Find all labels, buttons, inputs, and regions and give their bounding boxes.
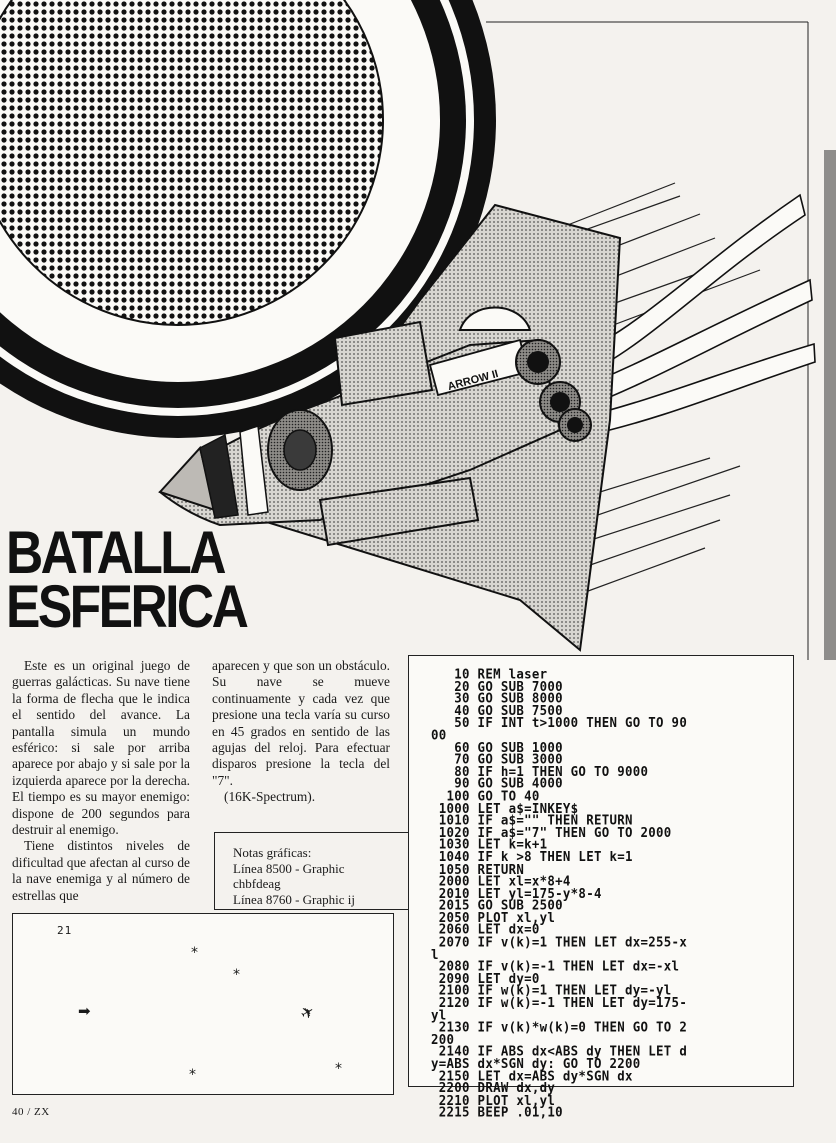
listing-line: 1020 IF a$="7" THEN GO TO 2000	[431, 824, 672, 840]
paragraph: (16K-Spectrum).	[224, 789, 316, 805]
listing-line: 2200 DRAW dx,dy	[431, 1079, 556, 1096]
listing-line: 10 REM laser	[431, 665, 548, 682]
listing-line: 00	[431, 726, 447, 743]
listing-line: 2000 LET xl=x*8+4	[431, 872, 571, 889]
listing-line: 80 IF h=1 THEN GO TO 9000	[431, 763, 649, 780]
page-folio: 40 / ZX	[12, 1106, 50, 1118]
game-screenshot	[12, 913, 394, 1095]
listing-line: 1050 RETURN	[431, 860, 525, 877]
listing-line: 2100 IF w(k)=1 THEN LET dy=-yl	[431, 982, 672, 999]
listing-line: 2090 LET dy=0	[431, 970, 540, 986]
listing-line: 20 GO SUB 7000	[431, 678, 563, 694]
listing-line: 2060 LET dx=0	[431, 921, 540, 938]
listing-line: 1010 IF a$="" THEN RETURN	[431, 811, 633, 828]
listing-line: 1030 LET k=k+1	[431, 836, 548, 853]
listing-line: 1000 LET a$=INKEY$	[431, 799, 579, 816]
paragraph: aparecen y que son un obstáculo. Su nave se mueve continuamente y cada vez que presione una tecla varía su curso en 45 grados en sentido de las agujas del reloj. Para efectuar disparos presione la tecla del "7".	[212, 658, 390, 788]
paragraph: Tiene distintos niveles de dificultad que afectan al curso de la nave enemiga y al número de estrellas que	[12, 838, 190, 903]
player-ship-icon: ➡	[78, 1002, 91, 1020]
star-icon: *	[233, 967, 240, 983]
star-icon: *	[191, 945, 198, 961]
listing-line: 2210 PLOT xl,yl	[431, 1091, 556, 1108]
listing-line: 2015 GO SUB 2500	[431, 897, 563, 913]
basic-listing-box	[408, 655, 794, 1120]
listing-line: 2050 PLOT xl,yl	[431, 909, 556, 926]
listing-line: 50 IF INT t>1000 THEN GO TO 90	[431, 714, 688, 731]
star-icon: *	[189, 1067, 196, 1083]
listing-line: 30 GO SUB 8000	[431, 690, 563, 706]
listing-line: 2120 IF w(k)=-1 THEN LET dy=175-	[431, 994, 688, 1011]
ship-label: ARROW II	[446, 368, 500, 394]
score-readout: 21	[57, 924, 73, 937]
title-line-2: ESFERICA	[6, 573, 247, 640]
listing-line: 2140 IF ABS dx<ABS dy THEN LET d	[431, 1043, 688, 1060]
body-column-2	[212, 658, 390, 806]
graphic-notes-box	[214, 832, 412, 910]
listing-line: 60 GO SUB 1000	[431, 738, 563, 755]
listing-line: 40 GO SUB 7500	[431, 702, 563, 719]
listing-line: 2010 LET yl=175-y*8-4	[431, 885, 602, 901]
paragraph: Este es un original juego de guerras galácticas. Su nave tiene la forma de flecha que le indica el sentido del avance. La pantalla simula un mundo esférico: si sale por arriba aparece por abajo y si sale por la izquierda aparece por la derecha. El tiempo es su mayor enemigo: dispone de 200 segundos para destruir al enemigo.	[12, 658, 190, 838]
enemy-ship-icon: ✈	[296, 1000, 319, 1025]
notes-heading: Notas gráficas:	[233, 845, 312, 860]
notes-line: Línea 8760 - Graphic ij	[233, 891, 356, 907]
listing-line: 1040 IF k >8 THEN LET k=1	[431, 848, 633, 865]
listing-line: 2080 IF v(k)=-1 THEN LET dx=-xl	[431, 958, 680, 974]
listing-line: 100 GO TO 40	[431, 787, 540, 804]
listing-line: l	[431, 945, 439, 962]
notes-line: Línea 8500 - Graphic	[233, 860, 345, 876]
star-icon: *	[335, 1061, 342, 1077]
listing-line: 200	[431, 1031, 455, 1047]
listing-line: 90 GO SUB 4000	[431, 775, 563, 792]
listing-line: 70 GO SUB 3000	[431, 751, 563, 767]
listing-line: y=ABS dx*SGN dy: GO TO 2200	[431, 1055, 641, 1072]
listing-line: 2150 LET dx=ABS dy*SGN dx	[431, 1067, 633, 1084]
listing-line: 2070 IF v(k)=1 THEN LET dx=255-x	[431, 933, 688, 950]
listing-line: 2130 IF v(k)*w(k)=0 THEN GO TO 2	[431, 1018, 688, 1035]
listing-line: 2215 BEEP .01,10	[431, 1104, 563, 1120]
notes-line: chbfdeag	[233, 876, 281, 891]
basic-listing	[431, 665, 688, 1120]
title-line-1: BATALLA	[6, 519, 224, 586]
listing-line: yl	[431, 1006, 447, 1023]
article-title	[6, 519, 247, 640]
body-column-1	[12, 658, 190, 904]
